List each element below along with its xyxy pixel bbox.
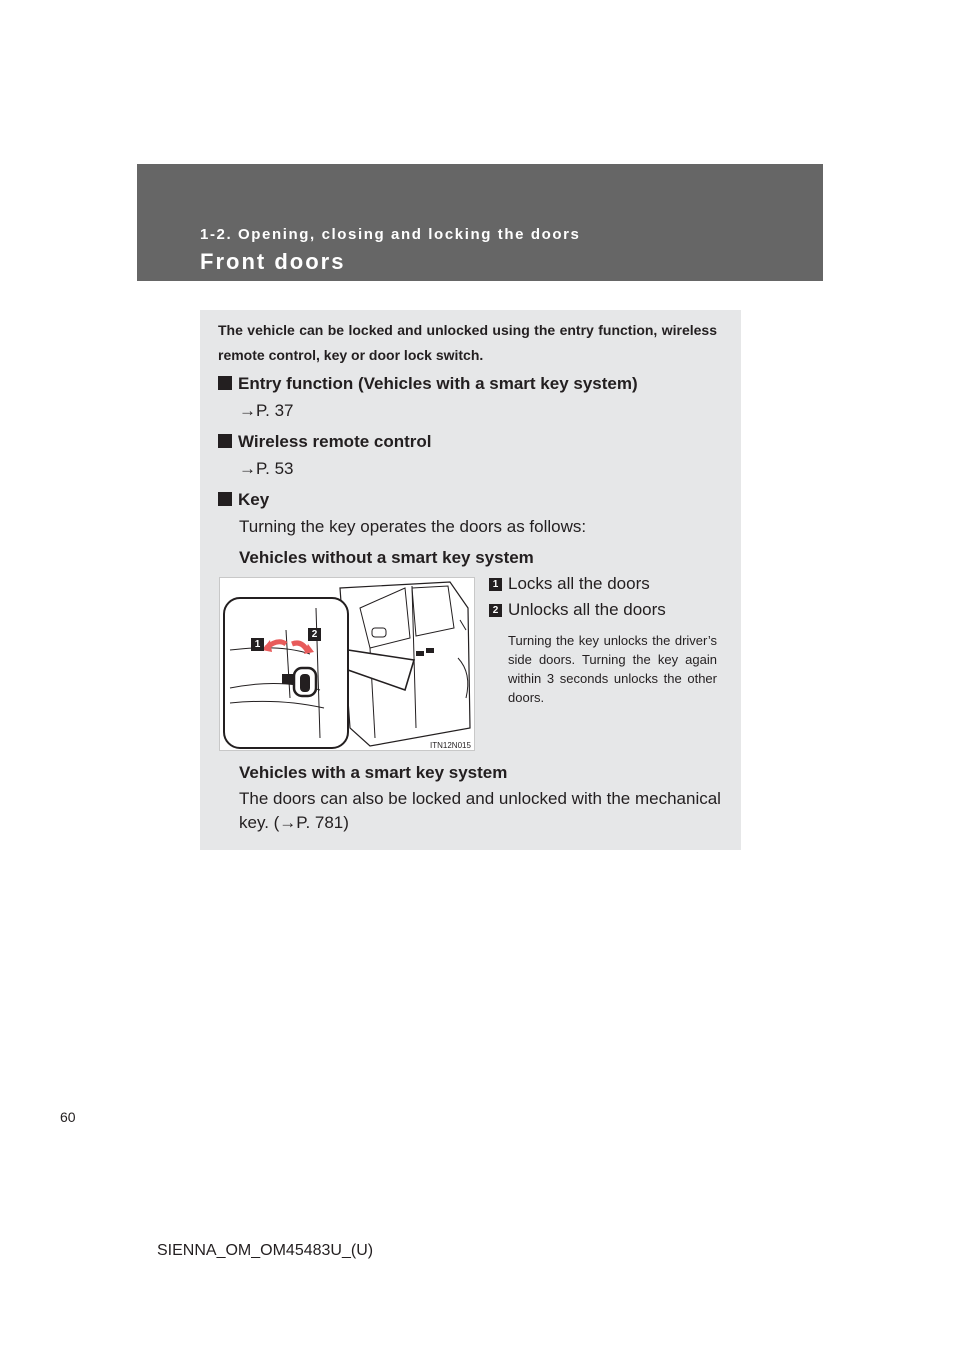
heading-key: Key — [218, 490, 269, 510]
figure-badge-1: 1 — [251, 638, 264, 651]
document-id: SIENNA_OM_OM45483U_(U) — [157, 1242, 374, 1259]
figure-code: ITN12N015 — [430, 741, 471, 750]
figure-badge-2: 2 — [308, 628, 321, 641]
page-number: 60 — [60, 1109, 76, 1125]
smart-key-text-line2: key. (→P. 781) — [239, 813, 349, 832]
legend-locks-all-doors: Locks all the doors — [508, 574, 650, 593]
intro-text: The vehicle can be locked and unlocked using the entry function, wireless remote control, key or door lock switch. — [218, 322, 717, 363]
bullet-square-icon — [218, 492, 232, 506]
car-door-key-illustration — [220, 578, 474, 750]
bullet-square-icon — [218, 376, 232, 390]
heading-entry-function: Entry function (Vehicles with a smart key system) — [218, 374, 638, 394]
entry-function-ref: →P. 37 — [239, 401, 294, 420]
section-label: 1-2. Opening, closing and locking the doors — [200, 226, 581, 243]
wireless-remote-ref: →P. 53 — [239, 459, 294, 478]
legend-badge-1: 1 — [489, 578, 502, 591]
bullet-square-icon — [218, 434, 232, 448]
subheading-without-smart-key: Vehicles without a smart key system — [239, 548, 534, 567]
legend-unlocks-all-doors: Unlocks all the doors — [508, 600, 666, 619]
heading-wireless-remote: Wireless remote control — [218, 432, 432, 452]
legend-badge-2: 2 — [489, 604, 502, 617]
subheading-with-smart-key: Vehicles with a smart key system — [239, 763, 508, 782]
key-description: Turning the key operates the doors as follows: — [239, 517, 587, 536]
key-operation-illustration — [219, 577, 475, 751]
unlock-note: Turning the key unlocks the driver’s side doors. Turning the key again within 3 seconds unlocks the other doors. — [508, 633, 717, 705]
smart-key-text-line1: The doors can also be locked and unlocked with the mechanical — [239, 789, 721, 808]
page-title: Front doors — [200, 249, 346, 274]
